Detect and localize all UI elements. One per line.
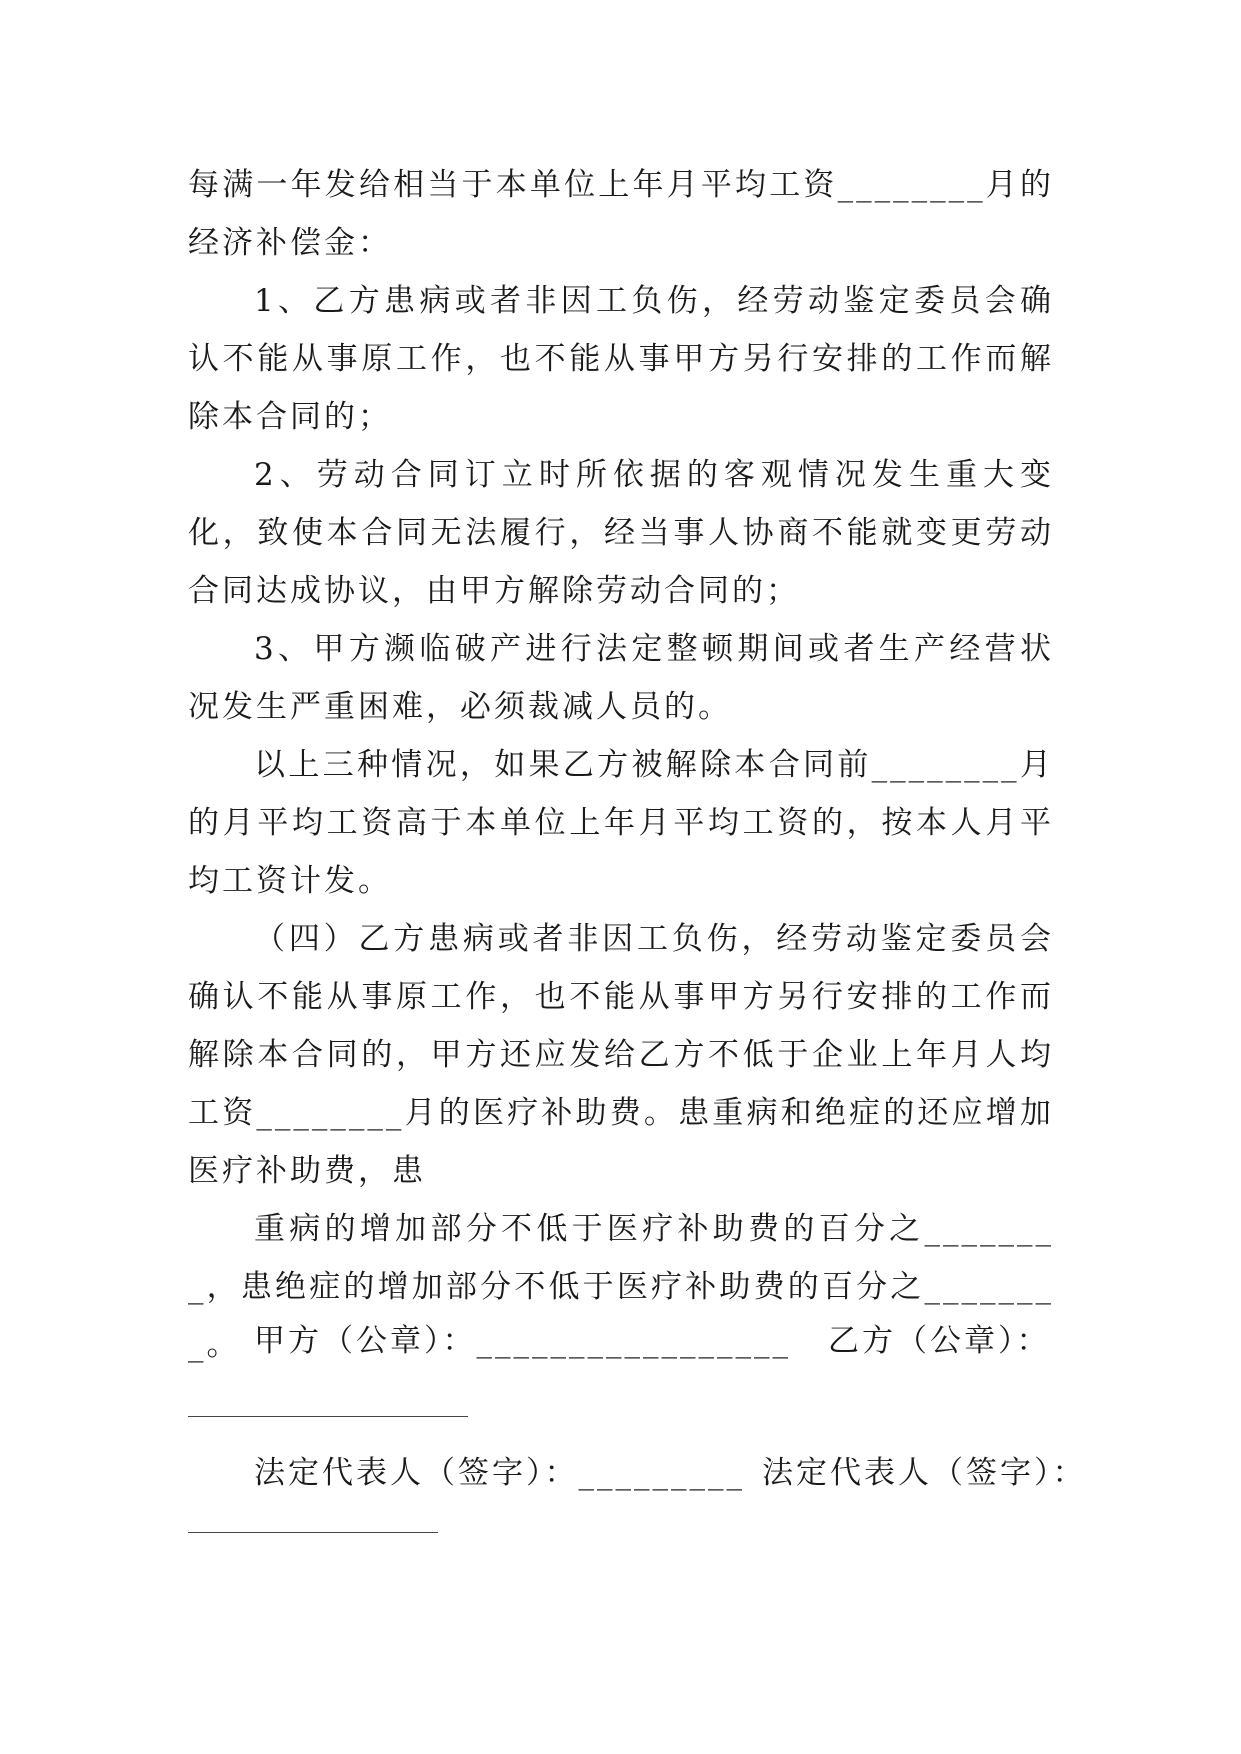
- paragraph-three-cases: 以上三种情况，如果乙方被解除本合同前________月的月平均工资高于本单位上年月平均工资的，按本人月平均工资计发。: [188, 747, 1054, 899]
- legal-rep-b: 法定代表人（签字）：: [762, 1455, 1087, 1491]
- paragraph-item-3: 3、甲方濒临破产进行法定整顿期间或者生产经营状况发生严重困难，必须裁减人员的。: [188, 631, 1054, 725]
- paragraph-item-1: 1、乙方患病或者非因工负伤，经劳动鉴定委员会确认不能从事原工作，也不能从事甲方另行安排的工作而解除本合同的；: [188, 283, 1054, 435]
- paragraph-compensation: 每满一年发给相当于本单位上年月平均工资________月的经济补偿金：: [188, 167, 1054, 261]
- legal-rep-b-line: [188, 1532, 438, 1533]
- party-a-seal: 甲方（公章）：_________________: [254, 1323, 791, 1359]
- party-b-seal: 乙方（公章）：: [828, 1323, 1051, 1359]
- legal-rep-a: 法定代表人（签字）：_________: [254, 1455, 745, 1491]
- document-body: [188, 156, 1054, 1374]
- paragraph-section-4: （四）乙方患病或者非因工负伤，经劳动鉴定委员会确认不能从事原工作，也不能从事甲方另行安排的工作而解除本合同的，甲方还应发给乙方不低于企业上年月人均工资________月的医疗补助费。患重病和绝症的还应增加医疗补助费，患: [188, 921, 1054, 1189]
- party-b-seal-line: [188, 1416, 468, 1417]
- paragraph-item-2: 2、劳动合同订立时所依据的客观情况发生重大变化，致使本合同无法履行，经当事人协商不能就变更劳动合同达成协议，由甲方解除劳动合同的；: [188, 457, 1054, 609]
- paragraph-severe-illness: 重病的增加部分不低于医疗补助费的百分之________，患绝症的增加部分不低于医疗补助费的百分之________。: [188, 1211, 1054, 1363]
